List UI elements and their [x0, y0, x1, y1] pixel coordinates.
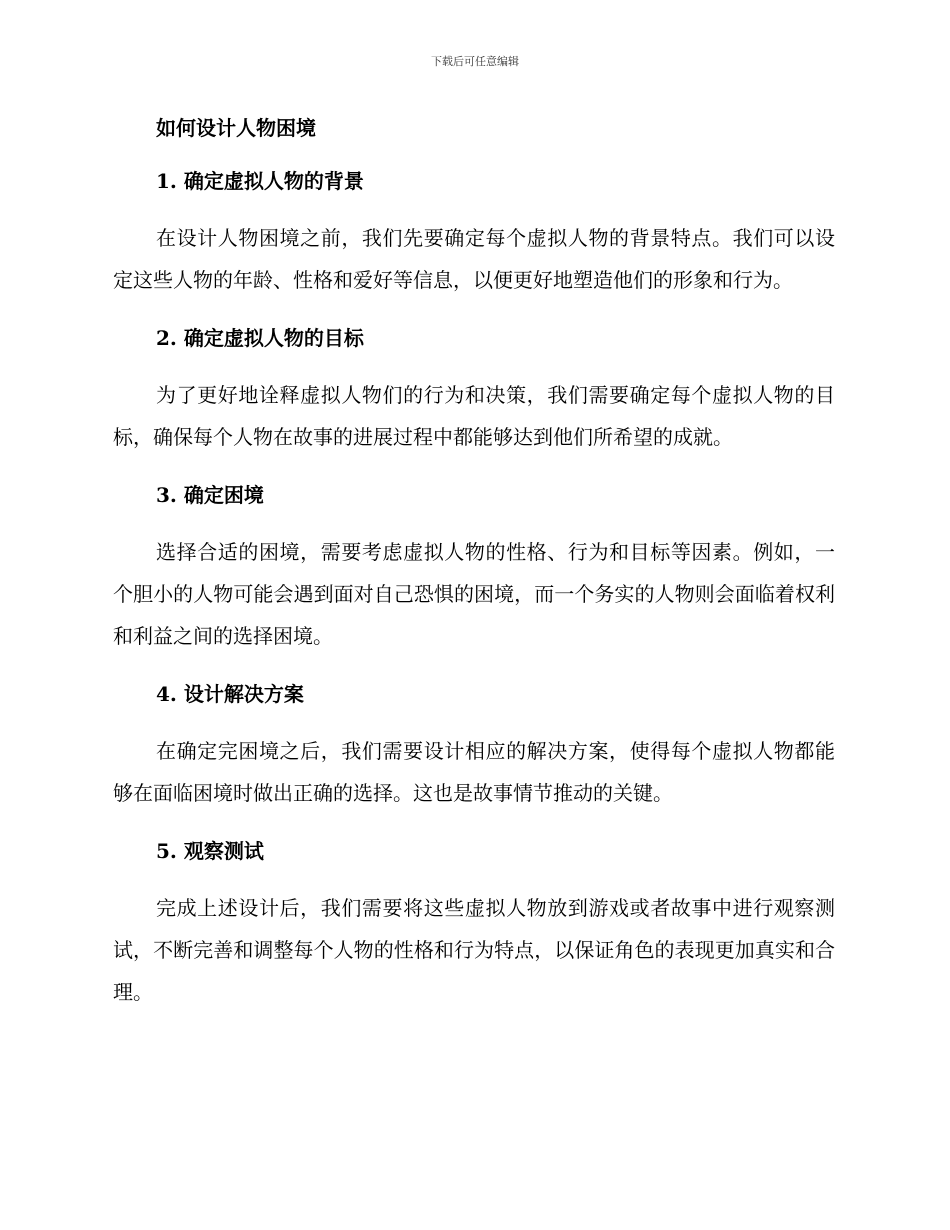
page-header: 下载后可任意编辑 [431, 55, 519, 68]
section-heading: 3. 确定困境 [156, 483, 264, 507]
section-paragraph: 选择合适的困境，需要考虑虚拟人物的性格、行为和目标等因素。例如，一个胆小的人物可能会遇到面对自己恐惧的困境，而一个务实的人物则会面临着权利和利益之间的选择困境。 [113, 540, 835, 648]
section-2 [113, 322, 835, 458]
section-paragraph: 完成上述设计后，我们需要将这些虚拟人物放到游戏或者故事中进行观察测试，不断完善和调整每个人物的性格和行为特点，以保证角色的表现更加真实和合理。 [113, 896, 835, 1004]
section-5 [113, 835, 835, 1013]
document-body [113, 112, 835, 1013]
section-heading: 2. 确定虚拟人物的目标 [156, 326, 364, 350]
section-1 [113, 165, 835, 301]
section-heading: 4. 设计解决方案 [156, 682, 304, 706]
section-paragraph: 为了更好地诠释虚拟人物们的行为和决策，我们需要确定每个虚拟人物的目标，确保每个人物在故事的进展过程中都能够达到他们所希望的成就。 [113, 383, 835, 449]
section-heading: 5. 观察测试 [156, 839, 264, 863]
section-paragraph: 在设计人物困境之前，我们先要确定每个虚拟人物的背景特点。我们可以设定这些人物的年龄、性格和爱好等信息，以便更好地塑造他们的形象和行为。 [113, 226, 835, 292]
section-paragraph: 在确定完困境之后，我们需要设计相应的解决方案，使得每个虚拟人物都能够在面临困境时做出正确的选择。这也是故事情节推动的关键。 [113, 739, 835, 805]
section-3 [113, 479, 835, 657]
section-heading: 1. 确定虚拟人物的背景 [156, 169, 364, 193]
section-4 [113, 678, 835, 814]
document-title: 如何设计人物困境 [156, 116, 316, 140]
